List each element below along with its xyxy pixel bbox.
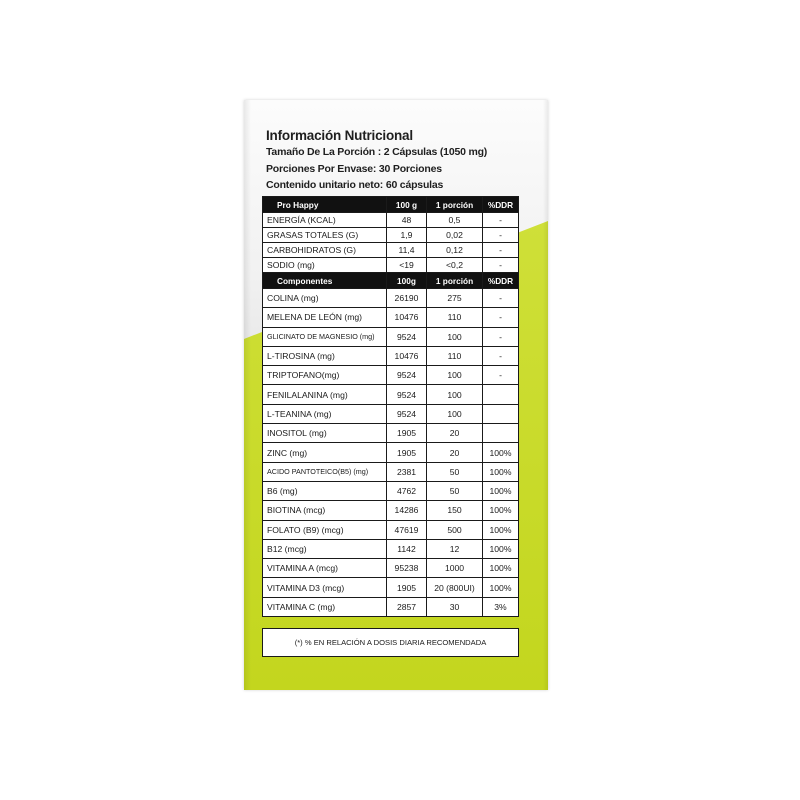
table2-header-portion: 1 porción [427,273,483,289]
row-value-100g: 95238 [387,559,427,578]
row-value-100g: 1905 [387,578,427,597]
table-row [263,243,519,258]
row-value-portion: 275 [427,289,483,308]
table-row [263,443,519,462]
table-row [263,258,519,273]
row-value-100g: 2381 [387,462,427,481]
row-value-100g: 1,9 [387,228,427,243]
row-name: COLINA (mg) [263,289,387,308]
row-value-100g: 1142 [387,539,427,558]
row-value-100g: 4762 [387,481,427,500]
row-value-ddr: - [483,289,519,308]
row-value-100g: 47619 [387,520,427,539]
row-value-ddr: - [483,308,519,327]
table-row [263,597,519,616]
row-value-100g: 9524 [387,404,427,423]
row-value-100g: 1905 [387,443,427,462]
row-value-ddr: 100% [483,578,519,597]
table-row [263,578,519,597]
row-value-100g: 10476 [387,346,427,365]
row-value-portion: 0,5 [427,213,483,228]
table-row [263,539,519,558]
row-value-portion: 50 [427,462,483,481]
row-value-100g: <19 [387,258,427,273]
footnote-text: (*) % EN RELACIÓN A DOSIS DIARIA RECOMENDADA [263,629,519,657]
row-name: VITAMINA A (mcg) [263,559,387,578]
table-row [263,501,519,520]
row-value-100g: 9524 [387,366,427,385]
table-row [263,366,519,385]
table-row [263,228,519,243]
row-name: TRIPTOFANO(mg) [263,366,387,385]
row-value-portion: 0,12 [427,243,483,258]
table-row [263,520,519,539]
row-value-portion: 110 [427,346,483,365]
row-value-ddr: - [483,228,519,243]
row-name: CARBOHIDRATOS (G) [263,243,387,258]
row-value-100g: 2857 [387,597,427,616]
row-value-portion: 1000 [427,559,483,578]
table1-header-portion: 1 porción [427,197,483,213]
row-value-portion: 500 [427,520,483,539]
row-value-ddr: - [483,213,519,228]
table1-header-ddr: %DDR [483,197,519,213]
row-value-ddr: 100% [483,501,519,520]
row-value-100g: 9524 [387,385,427,404]
row-value-portion: 150 [427,501,483,520]
row-value-100g: 1905 [387,424,427,443]
table2-header-100g: 100g [387,273,427,289]
row-name: BIOTINA (mcg) [263,501,387,520]
table-row [263,404,519,423]
row-value-ddr: - [483,243,519,258]
row-value-100g: 10476 [387,308,427,327]
row-name: L-TIROSINA (mg) [263,346,387,365]
row-value-portion: 12 [427,539,483,558]
row-name: ENERGÍA (KCAL) [263,213,387,228]
row-name: VITAMINA D3 (mcg) [263,578,387,597]
row-value-ddr: - [483,366,519,385]
table-row [263,481,519,500]
row-name: MELENA DE LEÓN (mg) [263,308,387,327]
table-row [263,289,519,308]
footnote-spacer [263,617,519,629]
row-name: L-TEANINA (mg) [263,404,387,423]
row-value-ddr: 3% [483,597,519,616]
net-content: Contenido unitario neto: 60 cápsulas [266,179,444,191]
row-value-100g: 9524 [387,327,427,346]
row-name: VITAMINA C (mg) [263,597,387,616]
row-name: B6 (mg) [263,481,387,500]
row-name: ZINC (mg) [263,443,387,462]
nutrition-header [266,127,487,194]
row-value-ddr: - [483,327,519,346]
row-value-100g: 14286 [387,501,427,520]
row-name: INOSITOL (mg) [263,424,387,443]
table-row [263,327,519,346]
table1-header-row [263,197,519,213]
row-name: ACIDO PANTOTEICO(B5) (mg) [263,462,387,481]
row-value-portion: 20 [427,424,483,443]
servings-per-container: Porciones Por Envase: 30 Porciones [266,162,442,175]
row-name: FOLATO (B9) (mcg) [263,520,387,539]
serving-size: Tamaño De La Porción : 2 Cápsulas (1050 mg) [266,146,488,158]
row-value-ddr: 100% [483,443,519,462]
footnote-row [263,629,519,657]
table2-header-ddr: %DDR [483,273,519,289]
table1-header-name: Pro Happy [263,197,387,213]
row-value-ddr: 100% [483,559,519,578]
row-value-ddr [483,385,519,404]
row-name: GRASAS TOTALES (G) [263,228,387,243]
row-value-100g: 26190 [387,289,427,308]
table2-header-row [263,273,519,289]
table-row [263,462,519,481]
row-value-ddr: 100% [483,520,519,539]
row-value-portion: 100 [427,404,483,423]
row-name: SODIO (mg) [263,258,387,273]
table-row [263,346,519,365]
row-value-portion: 20 [427,443,483,462]
row-value-portion: 30 [427,597,483,616]
row-value-100g: 11,4 [387,243,427,258]
table-row [263,385,519,404]
row-value-ddr: 100% [483,462,519,481]
row-value-ddr [483,424,519,443]
table1-header-100g: 100 g [387,197,427,213]
row-name: B12 (mcg) [263,539,387,558]
row-name: GLICINATO DE MAGNESIO (mg) [263,327,387,346]
row-value-portion: 0,02 [427,228,483,243]
table-row [263,424,519,443]
nutrition-table [262,196,519,657]
row-value-portion: <0,2 [427,258,483,273]
row-value-portion: 50 [427,481,483,500]
row-value-ddr: 100% [483,481,519,500]
row-value-portion: 100 [427,385,483,404]
row-value-ddr: - [483,346,519,365]
row-name: FENILALANINA (mg) [263,385,387,404]
table2-header-name: Componentes [263,273,387,289]
row-value-ddr: - [483,258,519,273]
row-value-portion: 100 [427,327,483,346]
box-right-edge [543,100,548,690]
table-row [263,559,519,578]
row-value-portion: 110 [427,308,483,327]
row-value-ddr: 100% [483,539,519,558]
row-value-100g: 48 [387,213,427,228]
table-row [263,308,519,327]
spacer-cell [263,617,519,629]
row-value-portion: 100 [427,366,483,385]
row-value-ddr [483,404,519,423]
nutrition-title: Información Nutricional [266,128,413,143]
table-row [263,213,519,228]
row-value-portion: 20 (800UI) [427,578,483,597]
box-left-edge [244,100,251,690]
